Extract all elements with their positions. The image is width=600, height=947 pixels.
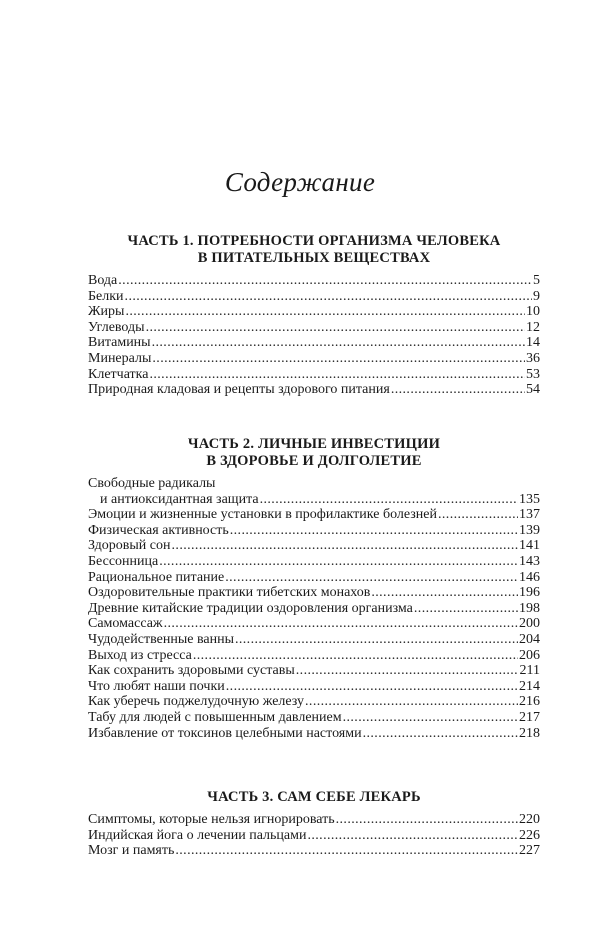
dot-leader (125, 304, 525, 320)
toc-entry-title: Клетчатка (88, 366, 149, 382)
toc-entry-title: Витамины (88, 335, 151, 351)
toc-part-1 (88, 233, 540, 398)
toc-entry[interactable] (88, 382, 540, 398)
toc-entry-page: 217 (519, 709, 540, 725)
dot-leader (391, 382, 525, 398)
toc-entry-title: Избавление от токсинов целебными настоями (88, 725, 362, 741)
toc-entry-page: 146 (519, 569, 540, 585)
toc-entry-title: Самомассаж (88, 616, 163, 632)
toc-entry-title: Чудодейственные ванны (88, 631, 234, 647)
toc-entry-page: 226 (519, 827, 540, 843)
toc-entry-page: 54 (526, 382, 540, 398)
dot-leader (307, 828, 518, 844)
toc-entry[interactable] (88, 694, 540, 710)
toc-entry[interactable] (88, 828, 540, 844)
part-heading (88, 789, 540, 806)
toc-entry-title: Симптомы, которые нельзя игнорировать (88, 812, 335, 827)
toc-entry-page: 12 (526, 319, 540, 335)
dot-leader (164, 616, 518, 632)
toc-entry-title: Физическая активность (88, 522, 229, 538)
toc-entry[interactable] (88, 507, 540, 523)
part-heading-line: В ЗДОРОВЬЕ И ДОЛГОЛЕТИЕ (206, 453, 422, 469)
toc-entry-page: 218 (519, 725, 540, 741)
toc-entry-page: 198 (519, 600, 540, 616)
toc-entry[interactable] (88, 289, 540, 305)
toc-entry[interactable] (88, 601, 540, 617)
dot-leader (343, 710, 518, 726)
toc-entry[interactable] (88, 335, 540, 351)
toc-entry[interactable] (88, 843, 540, 859)
dot-leader (414, 601, 518, 617)
toc-entry-page: 14 (526, 335, 540, 351)
toc-entry[interactable] (88, 585, 540, 601)
toc-part-3 (88, 789, 540, 859)
toc-entry[interactable] (88, 632, 540, 648)
toc-entry[interactable] (88, 726, 540, 742)
part-heading-line: ЧАСТЬ 3. САМ СЕБЕ ЛЕКАРЬ (207, 789, 421, 805)
toc-entry-page: 204 (519, 631, 540, 647)
toc-entry[interactable] (88, 320, 540, 336)
part-heading-line: ЧАСТЬ 2. ЛИЧНЫЕ ИНВЕСТИЦИИ (187, 436, 441, 452)
part-heading-line: ЧАСТЬ 1. ПОТРЕБНОСТИ ОРГАНИЗМА ЧЕЛОВЕКА (127, 233, 501, 249)
toc-entry-title: Минералы (88, 350, 152, 366)
dot-leader (305, 694, 518, 710)
toc-entry[interactable] (88, 523, 540, 539)
toc-entry-page: 9 (533, 288, 540, 304)
toc-entry-title: Древние китайские традиции оздоровления организма (88, 600, 413, 616)
dot-leader (438, 507, 518, 523)
toc-entry-page: 135 (519, 491, 540, 507)
dot-leader (146, 320, 525, 336)
toc-entry-title: Жиры (88, 304, 125, 320)
dot-leader (260, 492, 518, 508)
dot-leader (336, 812, 518, 828)
toc-part-2 (88, 436, 540, 741)
toc-entry[interactable] (88, 679, 540, 695)
toc-entry[interactable] (88, 570, 540, 586)
dot-leader (149, 367, 525, 383)
toc-entry-page: 227 (519, 843, 540, 859)
toc-entry-page: 214 (519, 678, 540, 694)
dot-leader (125, 289, 532, 305)
dot-leader (371, 585, 518, 601)
toc-entry[interactable] (88, 273, 540, 289)
dot-leader (225, 570, 518, 586)
toc-entry-page: 206 (519, 647, 540, 663)
toc-entry[interactable] (88, 648, 540, 664)
toc-entry-title: Как сохранить здоровыми суставы (88, 663, 295, 679)
toc-entry-page: 5 (533, 273, 540, 288)
toc-entry-page: 36 (526, 350, 540, 366)
toc-entry-title: Мозг и память (88, 843, 175, 859)
toc-entry[interactable] (88, 663, 540, 679)
toc-entry-title: Вода (88, 273, 118, 288)
toc-entry[interactable] (88, 538, 540, 554)
toc-entry-page: 216 (519, 694, 540, 710)
toc-entry-page: 139 (519, 522, 540, 538)
dot-leader (159, 554, 518, 570)
toc-entry-title: Выход из стресса (88, 647, 192, 663)
toc-entry[interactable] (88, 812, 540, 828)
dot-leader (172, 538, 518, 554)
toc-entry[interactable] (88, 367, 540, 383)
toc-entry-title: Табу для людей с повышенным давлением (88, 709, 342, 725)
toc-entry[interactable] (88, 616, 540, 632)
toc-entry-page: 200 (519, 616, 540, 632)
toc-entry-page: 141 (519, 538, 540, 554)
page-title: Содержание (224, 167, 376, 197)
toc-entry-title: Что любят наши почки (88, 678, 225, 694)
dot-leader (175, 843, 518, 859)
part-heading (88, 233, 540, 267)
toc-entry-title: Природная кладовая и рецепты здорового питания (88, 382, 390, 398)
toc-entry-title: Бессонница (88, 553, 159, 569)
toc-entry[interactable] (88, 304, 540, 320)
toc-entry-title: Индийская йога о лечении пальцами (88, 827, 307, 843)
toc-entry-page: 211 (519, 663, 540, 679)
dot-leader (296, 663, 519, 679)
dot-leader (152, 335, 525, 351)
toc-entry-page: 143 (519, 553, 540, 569)
toc-entry-page: 53 (526, 366, 540, 382)
toc-entry-title: Эмоции и жизненные установки в профилактике болезней (88, 507, 437, 523)
dot-leader (226, 679, 518, 695)
toc-entry[interactable] (88, 710, 540, 726)
toc-entry-title: Углеводы (88, 319, 145, 335)
toc-entry-title-continuation: и антиоксидантная защита (100, 491, 259, 507)
dot-leader (230, 523, 518, 539)
toc-entry-continuation[interactable] (88, 492, 540, 508)
dot-leader (235, 632, 518, 648)
toc-entry[interactable] (88, 476, 540, 492)
dot-leader (118, 273, 532, 289)
toc-entry-title: Оздоровительные практики тибетских монахов (88, 585, 371, 601)
toc-entry-page: 137 (519, 507, 540, 523)
part-heading (88, 436, 540, 470)
dot-leader (152, 351, 525, 367)
toc-entry-title: Как уберечь поджелудочную железу (88, 694, 305, 710)
toc-entry-title: Белки (88, 288, 124, 304)
toc-entry-title: Рациональное питание (88, 569, 225, 585)
toc-entry-title: Здоровый сон (88, 538, 171, 554)
part-heading-line: В ПИТАТЕЛЬНЫХ ВЕЩЕСТВАХ (197, 250, 431, 266)
toc-entry[interactable] (88, 554, 540, 570)
toc-entry[interactable] (88, 351, 540, 367)
toc-entry-page: 196 (519, 585, 540, 601)
toc-entry-title: Свободные радикалы (88, 476, 216, 491)
dot-leader (193, 648, 518, 664)
dot-leader (363, 726, 518, 742)
toc-entry-page: 220 (519, 812, 540, 827)
toc-entry-page: 10 (526, 304, 540, 320)
